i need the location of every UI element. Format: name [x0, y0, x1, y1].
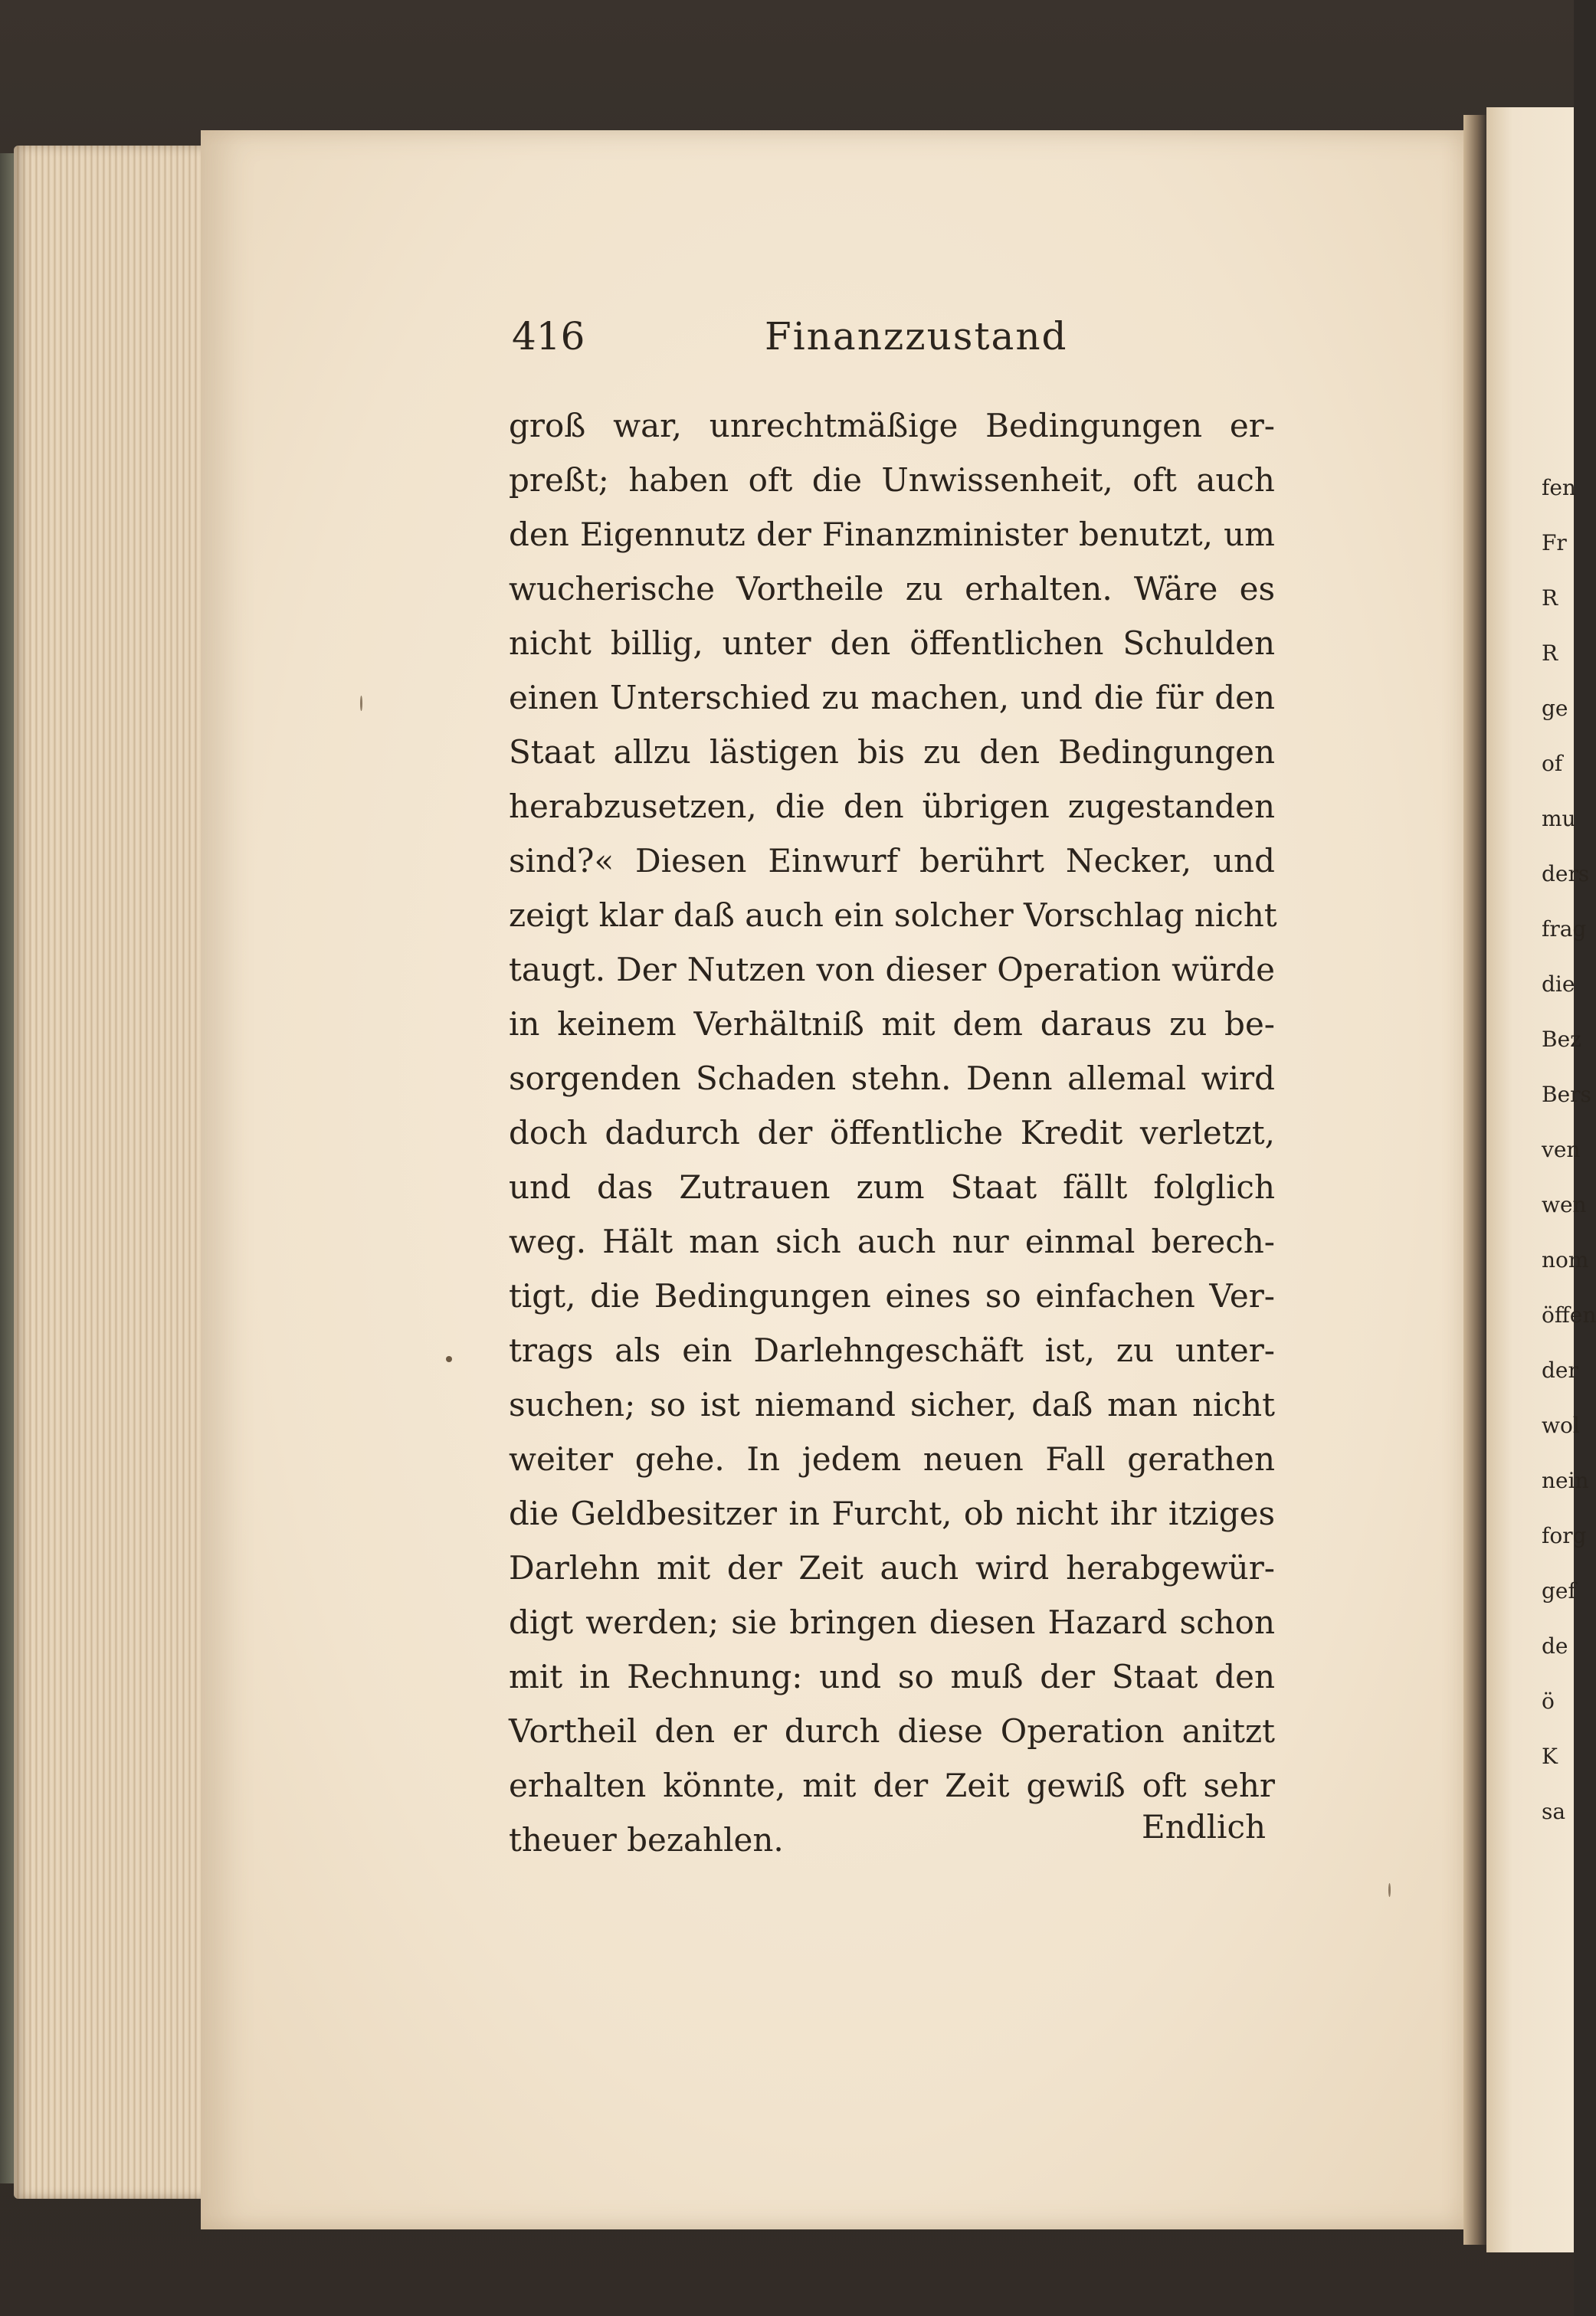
text-line: suchen; so ist niemand sicher, daß man nicht	[509, 1386, 1275, 1423]
text-line: in keinem Verhältniß mit dem daraus zu be-	[509, 1005, 1275, 1043]
text-line: digt werden; sie bringen diesen Hazard schon	[509, 1604, 1275, 1641]
facing-page-fragment: öffen	[1542, 1302, 1596, 1328]
text-line: Vortheil den er durch diese Operation anitzt	[509, 1712, 1275, 1750]
facing-page-fragment: wol	[1542, 1413, 1580, 1438]
facing-page-fragment: ven	[1542, 1137, 1581, 1162]
facing-page-fragment: mu	[1542, 806, 1576, 831]
facing-page-fragment: der	[1542, 1358, 1578, 1383]
body-text	[509, 398, 1275, 1867]
text-line: sind?« Diesen Einwurf berührt Necker, und	[509, 842, 1275, 880]
text-line: sorgenden Schaden stehn. Denn allemal wird	[509, 1060, 1275, 1097]
facing-page-fragment: gef	[1542, 1578, 1576, 1604]
facing-page-fragment: frag	[1542, 916, 1587, 942]
text-line: taugt. Der Nutzen von dieser Operation würde	[509, 951, 1275, 988]
paper-mark	[1388, 1883, 1391, 1897]
facing-page-fragment: nom	[1542, 1247, 1589, 1273]
facing-page-fragment: R	[1542, 585, 1558, 611]
text-line: theuer bezahlen.	[509, 1821, 784, 1859]
text-line: zeigt klar daß auch ein solcher Vorschlag nicht	[509, 896, 1277, 934]
text-line: Staat allzu lästigen bis zu den Bedingungen	[509, 733, 1275, 771]
facing-page-fragment: die	[1542, 971, 1575, 997]
text-line: weg. Hält man sich auch nur einmal berech-	[509, 1223, 1275, 1260]
facing-page-fragment: Bers	[1542, 1082, 1591, 1107]
paper-mark	[360, 696, 362, 711]
facing-page-fragment: fen	[1542, 475, 1576, 500]
text-line: Darlehn mit der Zeit auch wird herabgewür-	[509, 1549, 1275, 1587]
running-title: Finanzzustand	[765, 314, 1068, 359]
facing-page-fragment: de	[1542, 1633, 1568, 1659]
facing-page-fragment: ö	[1542, 1689, 1555, 1714]
facing-page-fragment: sa	[1542, 1799, 1566, 1824]
text-line: wucherische Vortheile zu erhalten. Wäre es	[509, 570, 1275, 608]
book-gutter	[1463, 115, 1486, 2245]
paper-speck	[446, 1356, 452, 1362]
text-line: tigt, die Bedingungen eines so einfachen Ver-	[509, 1277, 1275, 1315]
text-line: den Eigennutz der Finanzminister benutzt, um	[509, 516, 1275, 553]
text-line: doch dadurch der öffentliche Kredit verletzt,	[509, 1114, 1275, 1151]
facing-page-fragment: Fr	[1542, 530, 1567, 555]
facing-page-fragment: nein	[1542, 1468, 1589, 1493]
text-line: herabzusetzen, die den übrigen zugestanden	[509, 788, 1275, 825]
facing-page-fragment: of	[1542, 751, 1563, 776]
text-line: weiter gehe. In jedem neuen Fall gerathen	[509, 1440, 1275, 1478]
facing-page-fragment: ge	[1542, 696, 1568, 721]
facing-page-fragment: Bez	[1542, 1027, 1581, 1052]
facing-page-fragment: K	[1542, 1744, 1558, 1769]
text-line: die Geldbesitzer in Furcht, ob nicht ihr itziges	[509, 1495, 1275, 1532]
text-line: trags als ein Darlehngeschäft ist, zu unter-	[509, 1332, 1275, 1369]
page-number: 416	[512, 314, 585, 359]
catchword: Endlich	[1142, 1808, 1267, 1846]
text-line: nicht billig, unter den öffentlichen Schulden	[509, 624, 1275, 662]
text-line: mit in Rechnung: und so muß der Staat den	[509, 1658, 1275, 1695]
text-line: einen Unterschied zu machen, und die für den	[509, 679, 1275, 716]
facing-page-fragment: wen	[1542, 1192, 1587, 1217]
facing-page-fragment: R	[1542, 640, 1558, 666]
facing-page	[1486, 107, 1596, 2252]
text-line: groß war, unrechtmäßige Bedingungen er-	[509, 407, 1275, 444]
text-line: und das Zutrauen zum Staat fällt folglich	[509, 1168, 1275, 1206]
text-line: erhalten könnte, mit der Zeit gewiß oft sehr	[509, 1767, 1275, 1804]
page-edges	[14, 146, 215, 2199]
running-head	[512, 314, 1263, 375]
facing-page-fragment: forg	[1542, 1523, 1587, 1548]
text-line: preßt; haben oft die Unwissenheit, oft auch	[509, 461, 1275, 499]
facing-page-fragment: ders	[1542, 861, 1590, 886]
